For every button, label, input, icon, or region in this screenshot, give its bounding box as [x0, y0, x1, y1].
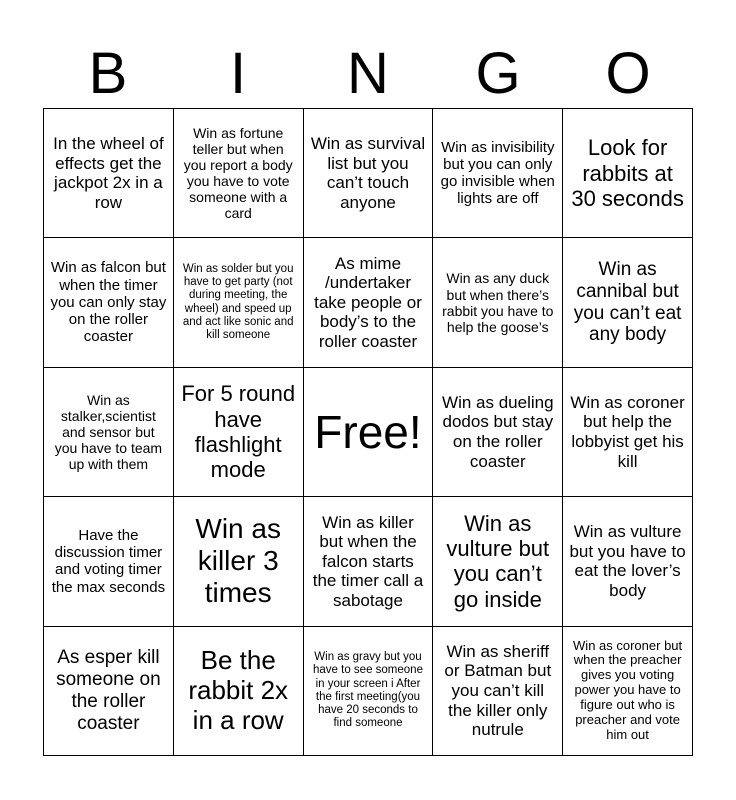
bingo-cell-18[interactable] — [304, 497, 434, 626]
cell-text: Win as stalker,scientist and sensor but you have to team up with them — [54, 391, 163, 473]
header-letter-g: G — [475, 41, 521, 106]
cell-text: Win as sheriff or Batman but you can’t kill the killer only nutrule — [444, 641, 552, 740]
cell-text: Be the rabbit 2x in a row — [188, 644, 289, 735]
header-letter-b: B — [88, 41, 128, 106]
bingo-cell-free[interactable] — [304, 368, 434, 497]
cell-text: Win as killer but when the falcon starts the timer call a sabotage — [312, 512, 424, 610]
cell-text: Win as falcon but when the timer you can only stay on the roller coaster — [50, 259, 167, 346]
cell-text: Win as gravy but you have to see someone in your screen i After the first meeting(you have 20 seconds to find someone — [313, 651, 423, 730]
bingo-grid — [43, 108, 693, 756]
bingo-cell-21[interactable] — [44, 627, 174, 756]
bingo-cell-14[interactable] — [433, 368, 563, 497]
bingo-cell-12[interactable] — [174, 368, 304, 497]
bingo-cell-16[interactable] — [44, 497, 174, 626]
bingo-cell-19[interactable] — [433, 497, 563, 626]
bingo-cell-5[interactable] — [563, 109, 693, 238]
cell-text: Win as vulture but you can’t go inside — [446, 510, 550, 612]
cell-text: In the wheel of effects get the jackpot 2x in a row — [53, 134, 164, 212]
cell-text: As mime /undertaker take people or body’s to the roller coaster — [314, 253, 422, 351]
bingo-cell-24[interactable] — [433, 627, 563, 756]
cell-text: Win as killer 3 times — [195, 513, 281, 609]
cell-text: Win as coroner but when the preacher gives you voting power you have to figure out who is preacher and vote him out — [573, 637, 683, 743]
bingo-cell-8[interactable] — [304, 238, 434, 367]
cell-text: Win as cannibal but you can’t eat any body — [573, 258, 682, 346]
bingo-cell-9[interactable] — [433, 238, 563, 367]
cell-text: Win as coroner but help the lobbyist get his kill — [570, 392, 685, 471]
header-letter-n: N — [347, 41, 389, 106]
bingo-header — [43, 40, 693, 108]
bingo-cell-10[interactable] — [563, 238, 693, 367]
header-letter-i: I — [229, 41, 247, 106]
bingo-cell-4[interactable] — [433, 109, 563, 238]
cell-text: Have the discussion timer and voting timer the max seconds — [51, 526, 166, 596]
bingo-cell-15[interactable] — [563, 368, 693, 497]
bingo-cell-7[interactable] — [174, 238, 304, 367]
bingo-cell-6[interactable] — [44, 238, 174, 367]
cell-text: Win as any duck but when there’s rabbit you have to help the goose’s — [442, 270, 554, 335]
cell-text: For 5 round have flashlight mode — [181, 381, 296, 483]
header-letter-o: O — [605, 41, 651, 106]
cell-text: Win as dueling dodos but stay on the roller coaster — [442, 392, 554, 471]
bingo-cell-17[interactable] — [174, 497, 304, 626]
cell-text: As esper kill someone on the roller coaster — [56, 647, 161, 734]
bingo-cell-25[interactable] — [563, 627, 693, 756]
bingo-cell-1[interactable] — [44, 109, 174, 238]
free-space-text: Free! — [314, 405, 422, 458]
cell-text: Win as solder but you have to get party (not during meeting, the wheel) and speed up and act like sonic and kill someone — [182, 262, 294, 342]
cell-text: Look for rabbits at 30 seconds — [571, 135, 684, 211]
cell-text: Win as fortune teller but when you report a body you have to vote someone with a card — [183, 124, 293, 222]
bingo-cell-22[interactable] — [174, 627, 304, 756]
bingo-cell-11[interactable] — [44, 368, 174, 497]
cell-text: Win as invisibility but you can only go invisible when lights are off — [440, 138, 555, 208]
cell-text: Win as survival list but you can’t touch anyone — [310, 134, 426, 212]
bingo-cell-20[interactable] — [563, 497, 693, 626]
bingo-cell-23[interactable] — [304, 627, 434, 756]
bingo-cell-2[interactable] — [174, 109, 304, 238]
cell-text: Win as vulture but you have to eat the lover’s body — [569, 522, 686, 600]
bingo-cell-3[interactable] — [304, 109, 434, 238]
